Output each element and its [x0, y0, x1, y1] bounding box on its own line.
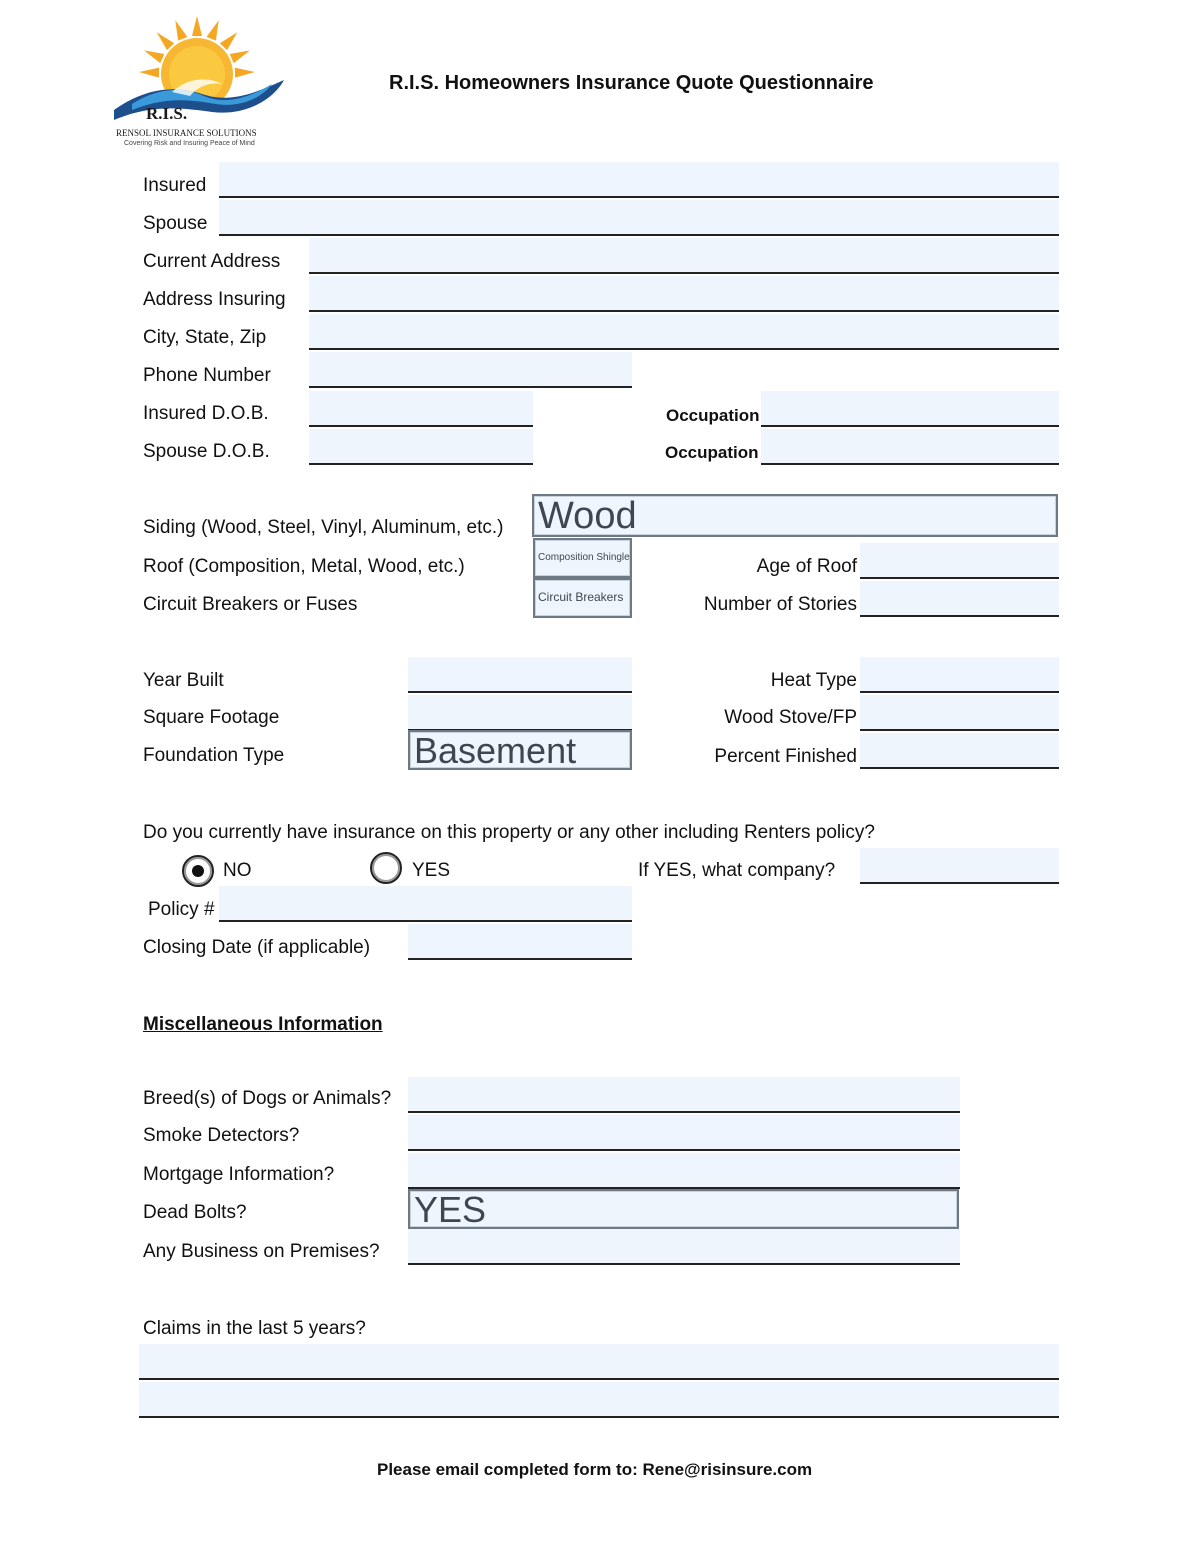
misc-heading: Miscellaneous Information	[143, 1014, 383, 1035]
address-insuring-field[interactable]	[309, 276, 1059, 312]
spouse-dob-label: Spouse D.O.B.	[143, 441, 270, 462]
foundation-field[interactable]: Basement	[408, 730, 632, 770]
city-state-zip-field[interactable]	[309, 314, 1059, 350]
deadbolts-label: Dead Bolts?	[143, 1202, 247, 1223]
mortgage-field[interactable]	[408, 1153, 960, 1189]
business-field[interactable]	[408, 1229, 960, 1265]
logo-company-name: RENSOL INSURANCE SOLUTIONS	[116, 128, 257, 138]
business-label: Any Business on Premises?	[143, 1241, 380, 1262]
circuit-label: Circuit Breakers or Fuses	[143, 594, 358, 615]
policy-field[interactable]	[219, 886, 632, 922]
stories-field[interactable]	[860, 581, 1059, 617]
no-option-label: NO	[223, 860, 252, 881]
claims-field-line-1[interactable]	[139, 1344, 1059, 1380]
closing-date-label: Closing Date (if applicable)	[143, 937, 371, 958]
age-of-roof-field[interactable]	[860, 543, 1059, 579]
phone-label: Phone Number	[143, 365, 271, 386]
spouse-label: Spouse	[143, 213, 208, 234]
address-insuring-label: Address Insuring	[143, 289, 286, 310]
animals-label: Breed(s) of Dogs or Animals?	[143, 1088, 392, 1109]
policy-label: Policy #	[148, 899, 215, 920]
siding-label: Siding (Wood, Steel, Vinyl, Aluminum, etc.)	[143, 517, 504, 538]
spouse-occupation-label: Occupation	[665, 443, 759, 462]
square-footage-field[interactable]	[408, 695, 632, 731]
phone-field[interactable]	[309, 352, 632, 388]
insured-field[interactable]	[219, 162, 1059, 198]
claims-field-line-2[interactable]	[139, 1382, 1059, 1418]
smoke-label: Smoke Detectors?	[143, 1125, 300, 1146]
insured-dob-label: Insured D.O.B.	[143, 403, 269, 424]
yes-option-label: YES	[412, 860, 451, 881]
company-field[interactable]	[860, 848, 1059, 884]
wood-stove-label: Wood Stove/FP	[724, 707, 857, 728]
year-built-label: Year Built	[143, 670, 224, 691]
logo-initials: R.I.S.	[146, 104, 188, 123]
spouse-field[interactable]	[219, 200, 1059, 236]
radio-selected-dot	[192, 865, 204, 877]
foundation-label: Foundation Type	[143, 745, 285, 766]
insurance-question: Do you currently have insurance on this property or any other including Renters policy?	[143, 822, 875, 843]
footer-email-note: Please email completed form to: Rene@risinsure.com	[377, 1460, 813, 1479]
city-state-zip-label: City, State, Zip	[143, 327, 267, 348]
percent-finished-label: Percent Finished	[714, 746, 857, 767]
circuit-field[interactable]: Circuit Breakers	[533, 578, 632, 618]
heat-type-field[interactable]	[860, 657, 1059, 693]
insured-label: Insured	[143, 175, 207, 196]
wood-stove-field[interactable]	[860, 695, 1059, 731]
roof-field[interactable]: Composition Shingle	[533, 538, 632, 578]
current-address-label: Current Address	[143, 251, 281, 272]
company-label: If YES, what company?	[638, 860, 836, 881]
company-logo	[112, 12, 292, 152]
animals-field[interactable]	[408, 1077, 960, 1113]
logo-tagline: Covering Risk and Insuring Peace of Mind	[124, 140, 255, 147]
claims-label: Claims in the last 5 years?	[143, 1318, 366, 1339]
age-of-roof-label: Age of Roof	[756, 556, 857, 577]
insured-occupation-field[interactable]	[761, 391, 1059, 427]
closing-date-field[interactable]	[408, 924, 632, 960]
insured-occupation-label: Occupation	[666, 406, 760, 425]
percent-finished-field[interactable]	[860, 733, 1059, 769]
year-built-field[interactable]	[408, 657, 632, 693]
spouse-dob-field[interactable]	[309, 429, 533, 465]
no-radio-button[interactable]	[182, 855, 214, 887]
heat-type-label: Heat Type	[770, 670, 857, 691]
current-address-field[interactable]	[309, 238, 1059, 274]
spouse-occupation-field[interactable]	[761, 429, 1059, 465]
yes-radio-button[interactable]	[370, 852, 402, 884]
siding-field[interactable]: Wood	[532, 494, 1058, 537]
smoke-field[interactable]	[408, 1115, 960, 1151]
page-title: R.I.S. Homeowners Insurance Quote Questionnaire	[389, 72, 874, 94]
mortgage-label: Mortgage Information?	[143, 1164, 335, 1185]
insured-dob-field[interactable]	[309, 391, 533, 427]
roof-label: Roof (Composition, Metal, Wood, etc.)	[143, 556, 465, 577]
square-footage-label: Square Footage	[143, 707, 280, 728]
stories-label: Number of Stories	[703, 594, 857, 615]
deadbolts-field[interactable]: YES	[408, 1189, 959, 1229]
